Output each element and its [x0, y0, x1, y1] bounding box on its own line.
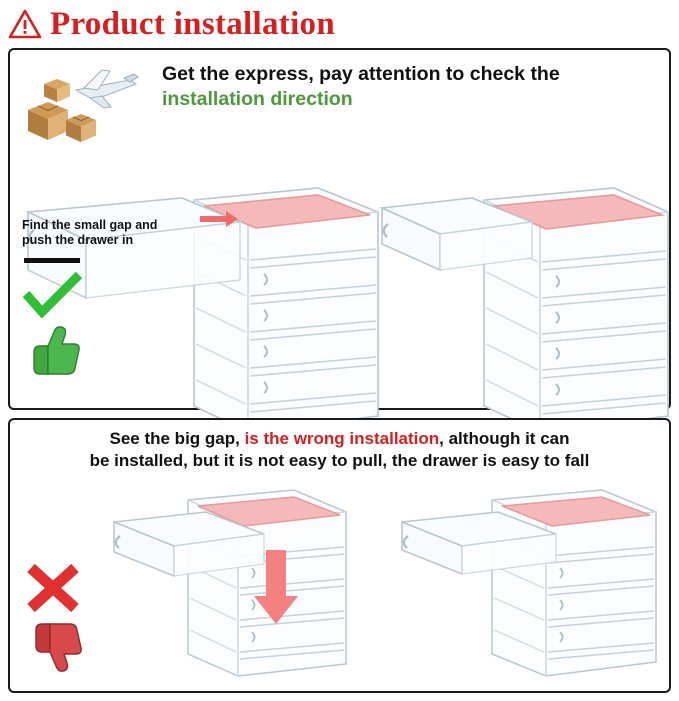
- small-gap-note: [22, 218, 188, 249]
- wrong-text-part-2: , although it can: [439, 429, 570, 448]
- instruction-line-1: Get the express, pay attention to check the: [162, 63, 560, 85]
- airplane-packages-icon: [24, 64, 152, 148]
- wrong-installation-panel: [8, 418, 671, 693]
- thumbs-down-icon: [26, 620, 82, 676]
- green-check-icon: [22, 272, 84, 318]
- wrong-text-part-1: See the big gap,: [109, 429, 240, 448]
- red-cross-icon: [24, 562, 82, 614]
- warning-triangle-icon: [8, 9, 42, 39]
- page-title: Product installation: [50, 5, 336, 42]
- wrong-text-highlight: is the wrong installation: [244, 429, 440, 448]
- instruction-line-2: installation direction: [162, 87, 353, 110]
- figure-drawer-misaligned-stack: [380, 478, 666, 684]
- correct-installation-panel: [8, 48, 671, 410]
- wrong-text-line-2: be installed, but it is not easy to pull, the drawer is easy to fall: [89, 451, 590, 471]
- wrong-installation-text: [22, 428, 657, 472]
- thumbs-up-icon: [24, 322, 82, 380]
- note-line-2: push the drawer in: [22, 233, 134, 248]
- figure-drawer-correctly-seated: [376, 166, 674, 438]
- top-instruction-text: [162, 62, 659, 112]
- note-underline: [24, 258, 80, 263]
- note-line-1: Find the small gap and: [22, 218, 158, 232]
- figure-drawer-with-big-gap: [88, 478, 358, 684]
- page-header: [0, 0, 679, 44]
